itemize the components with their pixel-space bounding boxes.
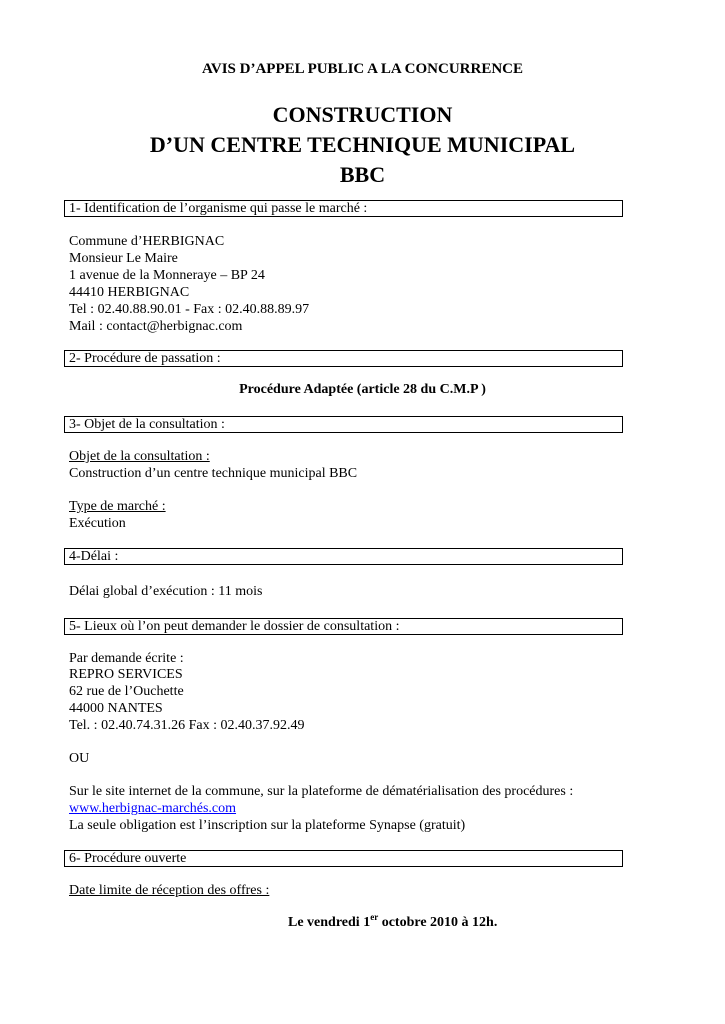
section-1-heading: 1- Identification de l’organisme qui passe le marché : <box>64 200 623 217</box>
deadline-date-prefix: Le vendredi 1 <box>288 915 371 930</box>
notice-heading: AVIS D’APPEL PUBLIC A LA CONCURRENCE <box>201 61 524 77</box>
type-value: Exécution <box>69 516 126 531</box>
title-line-2: D’UN CENTRE TECHNIQUE MUNICIPAL <box>149 132 576 157</box>
section-6-heading: 6- Procédure ouverte <box>64 850 623 867</box>
org-name: Commune d’HERBIGNAC <box>69 234 225 249</box>
deadline-date-suffix: octobre 2010 à 12h. <box>378 915 498 930</box>
deadline-label: Date limite de réception des offres : <box>69 883 270 898</box>
objet-value: Construction d’un centre technique municipal BBC <box>69 466 358 481</box>
repro-phone-fax: Tel. : 02.40.74.31.26 Fax : 02.40.37.92.49 <box>69 718 305 733</box>
title-line-1: CONSTRUCTION <box>272 102 453 127</box>
or-separator: OU <box>69 751 90 766</box>
org-postcode-city: 44410 HERBIGNAC <box>69 285 190 300</box>
website-text: Sur le site internet de la commune, sur la plateforme de dématérialisation des procédures : <box>69 784 574 799</box>
request-label: Par demande écrite : <box>69 651 184 666</box>
section-3-heading: 3- Objet de la consultation : <box>64 416 623 433</box>
org-phone-fax: Tel : 02.40.88.90.01 - Fax : 02.40.88.89.97 <box>69 302 310 317</box>
procedure-type: Procédure Adaptée (article 28 du C.M.P ) <box>239 382 486 397</box>
deadline-date-ordinal: er <box>370 912 379 922</box>
org-email: Mail : contact@herbignac.com <box>69 319 243 334</box>
deadline-date <box>288 912 498 931</box>
section-4-heading: 4-Délai : <box>64 548 623 565</box>
section-2-heading: 2- Procédure de passation : <box>64 350 623 367</box>
objet-label: Objet de la consultation : <box>69 449 210 464</box>
title-line-3: BBC <box>339 162 386 187</box>
obligation-text: La seule obligation est l’inscription sur la plateforme Synapse (gratuit) <box>69 818 466 833</box>
delai-value: Délai global d’exécution : 11 mois <box>69 584 263 599</box>
section-5-heading: 5- Lieux où l’on peut demander le dossier de consultation : <box>64 618 623 635</box>
org-address: 1 avenue de la Monneraye – BP 24 <box>69 268 265 283</box>
org-contact-person: Monsieur Le Maire <box>69 251 178 266</box>
repro-address: 62 rue de l’Ouchette <box>69 684 184 699</box>
repro-postcode-city: 44000 NANTES <box>69 701 163 716</box>
repro-name: REPRO SERVICES <box>69 667 183 682</box>
website-link[interactable]: www.herbignac-marchés.com <box>69 801 237 816</box>
type-label: Type de marché : <box>69 499 166 514</box>
